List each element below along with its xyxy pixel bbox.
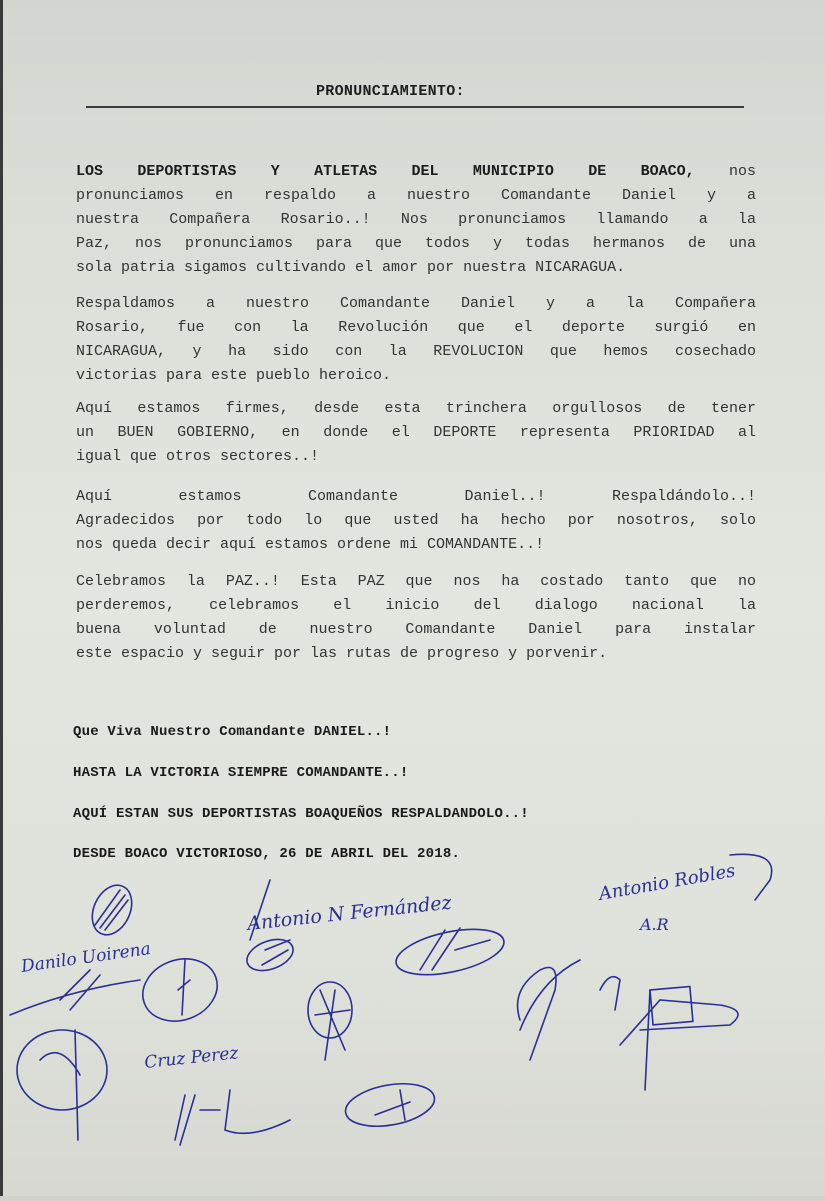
paragraph-line: NICARAGUA, y ha sido con la REVOLUCION que hemos cosechado <box>76 343 756 360</box>
title-underline <box>86 106 744 108</box>
paragraph-1 <box>76 160 756 280</box>
paragraph-line: Agradecidos por todo lo que usted ha hecho por nosotros, solo <box>76 512 756 529</box>
paragraph-4 <box>76 485 756 557</box>
svg-text:Cruz Perez: Cruz Perez <box>143 1043 240 1073</box>
closing-line-1: Que Viva Nuestro Comandante DANIEL..! <box>73 724 392 740</box>
signature-cruz-perez <box>143 1043 290 1145</box>
closing-line-2: HASTA LA VICTORIA SIEMPRE COMANDANTE..! <box>73 765 409 781</box>
paragraph-line: victorias para este pueblo heroico. <box>76 367 392 384</box>
signature-antonio-robles <box>595 854 771 934</box>
paragraph-line: Celebramos la PAZ..! Esta PAZ que nos ha costado tanto que no <box>76 573 756 590</box>
paragraph-3 <box>76 397 756 469</box>
signature-9 <box>518 960 739 1090</box>
paragraph-line: nos queda decir aquí estamos ordene mi COMANDANTE..! <box>76 536 545 553</box>
paragraph-line: igual que otros sectores..! <box>76 448 320 465</box>
document-title: PRONUNCIAMIENTO: <box>316 83 465 100</box>
signature-antonio-fernandez <box>243 880 454 976</box>
lead-bold-text: LOS DEPORTISTAS Y ATLETAS DEL MUNICIPIO DE BOACO, <box>76 163 695 180</box>
paragraph-line: LOS DEPORTISTAS Y ATLETAS DEL MUNICIPIO DE BOACO, nos <box>76 163 756 180</box>
paragraph-line: sola patria sigamos cultivando el amor por nuestra NICARAGUA. <box>76 259 626 276</box>
closing-line-3: AQUÍ ESTAN SUS DEPORTISTAS BOAQUEÑOS RESPALDANDOLO..! <box>73 806 529 822</box>
signature-8 <box>342 1077 438 1132</box>
paragraph-line: Respaldamos a nuestro Comandante Daniel y a la Compañera <box>76 295 756 312</box>
paragraph-line: Aquí estamos firmes, desde esta trinchera orgullosos de tener <box>76 400 756 417</box>
paragraph-line: buena voluntad de nuestro Comandante Daniel para instalar <box>76 621 756 638</box>
svg-text:Antonio Robles: Antonio Robles <box>597 860 737 905</box>
paragraph-line: Rosario, fue con la Revolución que el deporte surgió en <box>76 319 756 336</box>
signature-3 <box>134 949 226 1031</box>
svg-text:A.R: A.R <box>640 915 669 934</box>
signature-danilo <box>10 939 152 1140</box>
svg-text:Antonio N Fernández: Antonio N Fernández <box>246 891 453 935</box>
svg-text:Danilo Uoirena: Danilo Uoirena <box>19 938 152 977</box>
paragraph-line: perderemos, celebramos el inicio del dialogo nacional la <box>76 597 756 614</box>
signature-ghf <box>392 921 508 983</box>
signature-1 <box>85 879 140 941</box>
paragraph-line: un BUEN GOBIERNO, en donde el DEPORTE representa PRIORIDAD al <box>76 424 756 441</box>
paragraph-2 <box>76 292 756 388</box>
signature-5 <box>308 982 352 1060</box>
date-line: DESDE BOACO VICTORIOSO, 26 DE ABRIL DEL 2018. <box>73 846 461 862</box>
paragraph-line: Paz, nos pronunciamos para que todos y todas hermanos de una <box>76 235 756 252</box>
paragraph-line: este espacio y seguir por las rutas de progreso y porvenir. <box>76 645 608 662</box>
paragraph-line: pronunciamos en respaldo a nuestro Comandante Daniel y a <box>76 187 756 204</box>
signatures-area <box>0 840 825 1196</box>
paragraph-5 <box>76 570 756 666</box>
paragraph-line: nuestra Compañera Rosario..! Nos pronunciamos llamando a la <box>76 211 756 228</box>
paragraph-line: Aquí estamos Comandante Daniel..! Respaldándolo..! <box>76 488 756 505</box>
